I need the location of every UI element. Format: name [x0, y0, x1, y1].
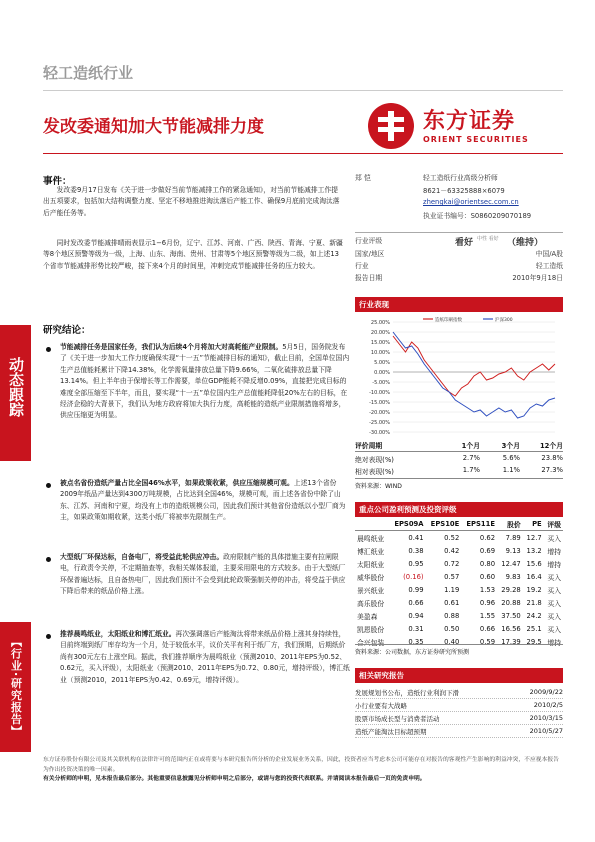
forecast-cell: 0.59: [479, 637, 496, 646]
forecast-cell: 1.19: [444, 585, 460, 594]
forecast-cell: 9.83: [505, 572, 521, 581]
forecast-cell: 29.5: [526, 637, 542, 646]
related-title: 股票市场成长型与消费者活动: [355, 714, 440, 723]
forecast-cell: 增持: [547, 560, 561, 569]
y-tick-label: 25.00%: [370, 320, 390, 326]
rating-val: 中国/A股: [535, 250, 563, 258]
rating-row: [355, 248, 563, 258]
analyst-email-link[interactable]: zhengkai@orientsec.com.cn: [423, 198, 519, 206]
y-tick-label: 10.00%: [370, 350, 390, 356]
forecast-header: 股价: [497, 518, 523, 531]
perf-header: 3个月: [501, 442, 520, 450]
rating-key: 行业: [355, 262, 369, 270]
forecast-header: EPS09A: [389, 518, 425, 531]
perf-cell: 1.7%: [462, 466, 480, 474]
forecast-row: [355, 622, 563, 635]
forecast-row: [355, 557, 563, 570]
perf-header: 1个月: [461, 442, 480, 450]
disclaimer-note: 有关分析师的申明，见本报告最后部分。其他重要信息披露见分析师申明之后部分，或请与您的投资代表联系。并请阅读本报告最后一页的免责申明。: [43, 776, 426, 782]
perf-row: [355, 464, 563, 479]
rating-trend: （维持）: [507, 238, 544, 248]
forecast-cell: 25.1: [526, 624, 542, 633]
forecast-header: PE: [523, 518, 544, 531]
forecast-cell: 太阳纸业: [357, 560, 385, 569]
y-tick-label: -25.00%: [369, 420, 390, 426]
event-paragraph: 发改委9月17日发布《关于进一步做好当前节能减排工作的紧急通知》，对当前节能减排工作提出五项要求，包括加大结构调整力度、坚定不移地推进淘汰落后产能工作、确保9月底前完成淘汰落后产能任务等。: [43, 186, 340, 217]
conclusion-text: 政府限制产能的具体措施主要有拉闸限电，行政责令关停，不定期抽查等，我相关媒体报道，主要采用限电的方式较多。由于大型纸厂环保普遍达标，且自备热电厂，因此我们预计不会受到此轮政策强制关停的冲击，将受益于供应下降后带来的纸品价格上涨。: [60, 553, 346, 596]
y-tick-label: 0.00%: [374, 370, 390, 376]
forecast-cell: 0.66: [479, 624, 496, 633]
forecast-heading: 重点公司盈利预测及投资评级: [355, 502, 563, 517]
forecast-cell: 买入: [547, 625, 561, 634]
forecast-header: EPS10E: [426, 518, 462, 531]
forecast-cell: 0.95: [408, 559, 424, 568]
perf-cell: 2.7%: [462, 454, 480, 462]
sidebar-label: 动态跟踪: [7, 357, 25, 417]
conclusion-item: [60, 629, 350, 739]
forecast-cell: 合兴包装: [357, 638, 385, 647]
perf-source: 资料来源：WIND: [355, 483, 402, 490]
related-report-link[interactable]: [355, 699, 563, 712]
forecast-cell: 0.62: [479, 533, 496, 542]
rating-val: 2010年9月18日: [512, 274, 563, 282]
perf-header-row: [355, 440, 563, 452]
rating-key: 国家/地区: [355, 250, 385, 258]
forecast-cell: 19.2: [526, 585, 542, 594]
rating-row: [355, 260, 563, 270]
forecast-cell: 0.52: [444, 533, 460, 542]
forecast-cell: 15.6: [526, 559, 542, 568]
legend-label: 沪深300: [495, 318, 513, 323]
related-report-link[interactable]: [355, 712, 563, 725]
conclusion-item: [60, 552, 350, 620]
forecast-cell: 17.39: [501, 637, 521, 646]
forecast-cell: 0.40: [444, 637, 460, 646]
forecast-cell: 0.99: [408, 585, 424, 594]
forecast-cell: 37.50: [501, 611, 521, 620]
perf-cell: 23.8%: [541, 454, 563, 462]
forecast-cell: 凯恩股份: [357, 625, 385, 634]
divider: [43, 153, 563, 154]
forecast-header: EPS11E: [461, 518, 497, 531]
perf-heading: 行业表现: [355, 297, 563, 312]
forecast-cell: 29.28: [501, 585, 521, 594]
analyst-phone: 8621－63325888×6079: [423, 187, 505, 195]
perf-cell: 绝对表现(%): [355, 456, 394, 464]
company-logo-icon: [368, 103, 414, 149]
forecast-cell: 景兴纸业: [357, 586, 385, 595]
y-tick-label: -30.00%: [369, 430, 390, 436]
forecast-cell: 16.56: [501, 624, 521, 633]
related-date: 2010/3/15: [529, 713, 563, 722]
forecast-cell: 16.4: [526, 572, 542, 581]
forecast-cell: 0.88: [444, 611, 460, 620]
forecast-cell: 博汇纸业: [357, 547, 385, 556]
forecast-cell: 0.80: [479, 559, 496, 568]
forecast-cell: 买入: [547, 599, 561, 608]
sidebar-doc-type: [0, 325, 31, 461]
conclusion-lead: 被点名省份造纸产量占比全国46%水平，如果政策收紧，供应压缩规模可观。: [60, 479, 294, 487]
bullet-icon: [46, 483, 51, 488]
y-tick-label: 5.00%: [374, 360, 390, 366]
perf-row: [355, 452, 563, 464]
conclusion-lead: 推荐晨鸣纸业，太阳纸业和博汇纸业。: [60, 630, 176, 638]
forecast-cell: 增持: [547, 547, 561, 556]
industry-label: 轻工造纸行业: [43, 64, 134, 82]
forecast-row: [355, 544, 563, 557]
conclusion-item: [60, 478, 350, 546]
perf-cell: 27.3%: [541, 466, 563, 474]
forecast-cell: 0.61: [444, 598, 460, 607]
forecast-cell: 12.47: [501, 559, 521, 568]
forecast-cell: 1.55: [479, 611, 496, 620]
forecast-cell: 0.35: [408, 637, 424, 646]
bullet-icon: [46, 634, 51, 639]
perf-chart: [355, 314, 563, 440]
disclaimer: [43, 756, 563, 785]
analyst-cert: 执业证书编号：S0860209070189: [423, 212, 532, 220]
forecast-cell: 9.13: [505, 546, 521, 555]
sidebar-report-type: 【行业·研究报告】: [0, 622, 31, 752]
conclusion-lead: 大型纸厂环保达标，自备电厂，将受益此轮供应冲击。: [60, 553, 224, 561]
company-logo-en: ORIENT SECURITIES: [423, 135, 529, 144]
related-title: 发展规划书公布，造纸行业利润下滑: [355, 688, 459, 697]
forecast-header: 评级: [544, 518, 563, 531]
forecast-cell: 0.31: [408, 624, 424, 633]
disclaimer-text: 东方证券股份有限公司及其关联机构在法律许可的范围内正在或将要与本研究报告所分析的企业发展业务关系，因此，投资者应当考虑本公司可能存在对报告的客观性产生影响的利益冲突，不应视本报告为作出投资决策的唯一因素。: [43, 757, 559, 773]
related-heading: 相关研究报告: [355, 668, 563, 683]
analyst-desc: 轻工造纸行业高级分析师: [423, 174, 498, 182]
forecast-cell: 1.53: [479, 585, 496, 594]
conclusion-item: [60, 342, 350, 492]
y-tick-label: -5.00%: [372, 380, 390, 386]
forecast-cell: 美盈森: [357, 612, 378, 621]
forecast-cell: 0.94: [408, 611, 424, 620]
y-tick-label: -10.00%: [369, 390, 390, 396]
series-line: [393, 336, 555, 396]
forecast-cell: 0.38: [408, 546, 424, 555]
forecast-cell: 买入: [547, 573, 561, 582]
forecast-cell: 威华股份: [357, 573, 385, 582]
perf-cell: 相对表现(%): [355, 468, 394, 476]
conclusion-text: 上述13个省份2009年纸品产量达到4300万吨规模，占比达到全国46%，规模可观，而上述各省份中除了山东、江苏、河南和宁夏，均没有上市的造纸规模公司，因此我们预计其他省份造纸以小型厂商为主，如果政策如期收紧，这类小纸厂将被率先限制生产。: [60, 479, 346, 522]
forecast-cell: 0.50: [444, 624, 460, 633]
rating-change: 中性 看好: [477, 236, 499, 242]
bullet-icon: [46, 347, 51, 352]
forecast-cell: 0.69: [479, 546, 496, 555]
forecast-cell: 0.72: [444, 559, 460, 568]
forecast-cell: (0.16): [403, 572, 424, 581]
series-line: [393, 332, 555, 418]
related-date: 2010/5/27: [529, 726, 563, 735]
divider: [355, 232, 563, 233]
forecast-row: [355, 596, 563, 609]
forecast-table: [355, 518, 563, 648]
forecast-row: [355, 609, 563, 622]
divider: [43, 90, 563, 91]
conclusion-text: 再次强调落后产能淘汰将带来纸品价格上涨其身持续性，目前终端到纸厂库存均为一个月，处于较低水平，议价关平有利于纸厂方，我们预期，后期纸价尚有300元左右上涨空间。据此，我们推荐顺序为晨鸣纸业（预测2010、2011年EPS为0.52、0.62元，买入评级），太阳纸业（预测2010、2011年EPS为0.72、0.80元，增持评级），博汇纸业（预测2010，2011年EPS为0.42、0.69元，增持评级）。: [60, 630, 350, 684]
forecast-row: [355, 583, 563, 596]
company-logo-text: 东方证券: [423, 109, 516, 134]
y-tick-label: -15.00%: [369, 400, 390, 406]
forecast-cell: 13.2: [526, 546, 542, 555]
perf-header: 12个月: [539, 442, 563, 450]
conclusion-lead: 节能减排任务是国家任务，我们认为后续4个月将加大对高耗能产业限制。: [60, 343, 283, 351]
forecast-cell: 买入: [547, 612, 561, 621]
rating-row: [355, 235, 563, 248]
related-title: 小行业要有大战略: [355, 701, 407, 710]
y-tick-label: 15.00%: [370, 340, 390, 346]
forecast-cell: 21.8: [526, 598, 542, 607]
forecast-cell: 24.2: [526, 611, 542, 620]
forecast-cell: 买入: [547, 534, 561, 543]
forecast-row: [355, 570, 563, 583]
analyst-row: [355, 172, 563, 182]
conclusion-heading: 研究结论：: [43, 325, 91, 336]
related-list: [355, 686, 563, 738]
forecast-cell: 晨鸣纸业: [357, 534, 385, 543]
forecast-cell: 0.41: [408, 533, 424, 542]
forecast-source: 资料来源：公司数据，东方证券研究所预测: [355, 644, 563, 656]
bullet-icon: [46, 557, 51, 562]
rating-value: 看好: [455, 238, 474, 248]
perf-cell: 5.6%: [502, 454, 520, 462]
rating-val: 轻工造纸: [535, 262, 563, 270]
related-date: 2009/9/22: [529, 687, 563, 696]
y-tick-label: -20.00%: [369, 410, 390, 416]
event-heading: 事件：: [43, 176, 72, 187]
forecast-cell: 0.42: [444, 546, 460, 555]
forecast-cell: 0.66: [408, 598, 424, 607]
forecast-cell: 高乐股份: [357, 599, 385, 608]
forecast-row: [355, 531, 563, 545]
forecast-cell: 12.7: [526, 533, 542, 542]
conclusion-text: 5月5日，国务院发布了《关于进一步加大工作力度确保实现“十一五”节能减排目标的通知》，截止目前，全国单位国内生产总值能耗累计下降14.38%，化学需氧量排放总量下降9.66%，二氧化硫排放总量下降13.14%。但上半年由于保增长等工作需要，单位GDP能耗不降反增0.09%，直接把完成目标的难度全部压缩至下半年，而且，要实现“十一五”单位国内生产总值能耗降低20%左右的目标，在经济企稳的大背景下，我们认为地方政府将加大执行力度，高耗能的造纸产业限制措施将增多，供应压缩更为明显。: [60, 343, 350, 420]
forecast-cell: 买入: [547, 586, 561, 595]
forecast-cell: 0.60: [479, 572, 496, 581]
forecast-header: [355, 518, 389, 531]
perf-cell: 1.1%: [502, 466, 520, 474]
perf-header: 评价周期: [355, 442, 383, 450]
y-tick-label: 20.00%: [370, 330, 390, 336]
analyst-name: 郑 恺: [355, 174, 371, 182]
related-report-link[interactable]: [355, 686, 563, 699]
forecast-cell: 0.57: [444, 572, 460, 581]
related-title: 造纸产能淘汰目标超预期: [355, 727, 427, 736]
related-date: 2010/2/5: [533, 700, 563, 709]
report-title: 发改委通知加大节能减排力度: [43, 117, 264, 137]
event-paragraph: 同时发改委节能减排晴雨表显示1−6月份，辽宁、江苏、河南、广西、陕西、青海、宁夏、新疆等8个地区预警等级为一级，上海、山东、海南、贵州、甘肃等5个地区预警等级为二级，如上述13个省市节能减排形势比较严峻，接下来4个月的时间里，冲刺完成节能减排任务的压力较大。: [43, 239, 343, 270]
perf-table: [355, 440, 563, 490]
forecast-cell: 0.96: [479, 598, 496, 607]
rating-label: 行业评级: [355, 237, 383, 245]
forecast-cell: 增持: [547, 638, 561, 647]
rating-key: 报告日期: [355, 274, 383, 282]
rating-row: [355, 272, 563, 282]
related-report-link[interactable]: [355, 725, 563, 738]
legend-label: 造纸印刷指数: [435, 318, 462, 323]
forecast-cell: 7.89: [505, 533, 521, 542]
forecast-header-row: [355, 518, 563, 531]
forecast-cell: 20.88: [501, 598, 521, 607]
